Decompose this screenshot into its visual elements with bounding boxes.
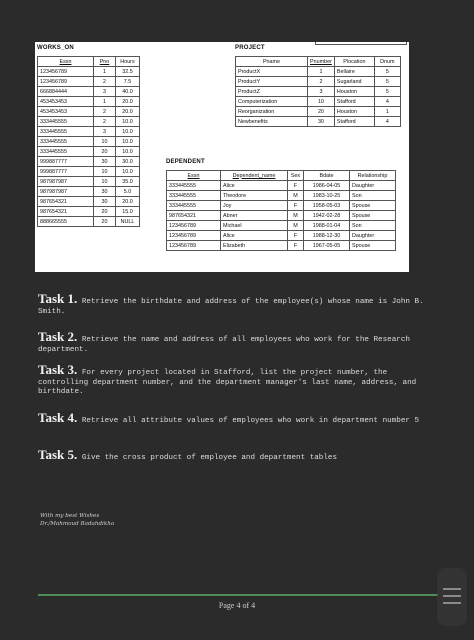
project-table: [235, 56, 401, 127]
table-cell: 123456789: [167, 221, 221, 231]
table-cell: 32.5: [116, 67, 140, 77]
table-row: [167, 221, 396, 231]
works-on-table: [37, 56, 140, 227]
table-cell: 3: [94, 127, 116, 137]
task-1: [38, 291, 438, 317]
schema-tables-image: [35, 42, 409, 272]
table-cell: 3: [308, 87, 335, 97]
table-cell: 987987987: [38, 177, 94, 187]
table-cell: 10.0: [116, 147, 140, 157]
table-cell: Newbenefits: [236, 117, 308, 127]
table-cell: Daughter: [350, 181, 396, 191]
table-cell: 999887777: [38, 157, 94, 167]
page-number: Page 4 of 4: [218, 601, 256, 610]
dependent-header-cell: Dependent_name: [221, 171, 288, 181]
task-text: For every project located in Stafford, list the project number, the controlling department number, and the department manager's last name, address, and birthdate.: [38, 369, 417, 397]
footer-divider: [38, 594, 438, 596]
table-row: [167, 241, 396, 251]
table-cell: 20: [94, 207, 116, 217]
table-cell: ProductX: [236, 67, 308, 77]
table-cell: 30: [94, 157, 116, 167]
table-cell: 333445555: [167, 191, 221, 201]
table-cell: 987987987: [38, 187, 94, 197]
table-cell: 1942-02-28: [304, 211, 350, 221]
dependent-header-cell: Essn: [167, 171, 221, 181]
table-cell: 1: [94, 97, 116, 107]
table-cell: 5: [374, 67, 400, 77]
table-cell: 7.5: [116, 77, 140, 87]
table-cell: M: [288, 221, 304, 231]
menu-button[interactable]: [437, 568, 467, 626]
task-2: [38, 329, 438, 355]
menu-icon-bar: [443, 588, 461, 590]
table-row: [38, 117, 140, 127]
table-cell: 1: [94, 67, 116, 77]
table-cell: 10: [94, 177, 116, 187]
task-label: Task 5.: [38, 447, 78, 462]
table-cell: 20: [308, 107, 335, 117]
table-cell: 453453453: [38, 97, 94, 107]
project-header-cell: Pname: [236, 57, 308, 67]
table-cell: ProductY: [236, 77, 308, 87]
project-header-cell: Plocation: [334, 57, 374, 67]
task-text: Retrieve the name and address of all employees who work for the Research department.: [38, 336, 410, 354]
table-cell: 666884444: [38, 87, 94, 97]
table-cell: 2: [308, 77, 335, 87]
signature-line-1: With my best Wishes: [40, 513, 100, 519]
table-cell: 5: [374, 87, 400, 97]
task-label: Task 4.: [38, 410, 78, 425]
table-row: [167, 231, 396, 241]
table-row: [38, 197, 140, 207]
table-cell: Elizabeth: [221, 241, 288, 251]
table-cell: 30: [94, 197, 116, 207]
table-row: [167, 201, 396, 211]
table-row: [167, 191, 396, 201]
signature: [40, 512, 114, 528]
signature-line-2: Dr./Mahmoud Badahdikha: [40, 521, 115, 527]
table-cell: 20.0: [116, 107, 140, 117]
task-text: Retrieve the birthdate and address of the employee(s) whose name is John B. Smith.: [38, 298, 424, 316]
works_on-header-cell: Essn: [38, 57, 94, 67]
table-cell: Alice: [221, 181, 288, 191]
table-cell: 10.0: [116, 137, 140, 147]
table-cell: 333445555: [38, 127, 94, 137]
menu-icon-bar: [443, 595, 461, 597]
table-cell: Houston: [334, 107, 374, 117]
table-row: [236, 87, 401, 97]
table-cell: 333445555: [167, 201, 221, 211]
table-row: [38, 137, 140, 147]
table-cell: 999887777: [38, 167, 94, 177]
table-cell: 10: [308, 97, 335, 107]
project-header-cell: Pnumber: [308, 57, 335, 67]
table-row: [38, 97, 140, 107]
table-cell: 1983-10-25: [304, 191, 350, 201]
table-cell: 10: [94, 137, 116, 147]
table-cell: 2: [94, 107, 116, 117]
table-row: [38, 157, 140, 167]
table-cell: Michael: [221, 221, 288, 231]
table-cell: 20.0: [116, 97, 140, 107]
table-row: [38, 187, 140, 197]
table-cell: 10.0: [116, 127, 140, 137]
table-cell: 30: [308, 117, 335, 127]
project-title: PROJECT: [235, 45, 265, 51]
project-header-cell: Dnum: [374, 57, 400, 67]
table-cell: 20.0: [116, 197, 140, 207]
table-row: [38, 67, 140, 77]
table-cell: Houston: [334, 87, 374, 97]
table-cell: 10.0: [116, 167, 140, 177]
table-cell: 35.0: [116, 177, 140, 187]
dependent-title: DEPENDENT: [166, 159, 205, 165]
menu-icon-bar: [443, 602, 461, 604]
table-cell: 1967-05-05: [304, 241, 350, 251]
table-row: [236, 77, 401, 87]
table-cell: Stafford: [334, 97, 374, 107]
table-cell: F: [288, 201, 304, 211]
table-cell: 5.0: [116, 187, 140, 197]
table-cell: 987654321: [167, 211, 221, 221]
table-cell: 10.0: [116, 117, 140, 127]
table-cell: Spouse: [350, 211, 396, 221]
table-row: [167, 181, 396, 191]
dependent-header-cell: Sex: [288, 171, 304, 181]
works_on-header-cell: Pno: [94, 57, 116, 67]
table-cell: 987654321: [38, 197, 94, 207]
table-cell: Son: [350, 221, 396, 231]
table-cell: 123456789: [167, 241, 221, 251]
table-cell: 1: [308, 67, 335, 77]
table-row: [38, 77, 140, 87]
table-cell: 888665555: [38, 217, 94, 227]
table-cell: Theodore: [221, 191, 288, 201]
table-row: [38, 207, 140, 217]
table-cell: Alice: [221, 231, 288, 241]
table-cell: 4: [374, 97, 400, 107]
table-cell: 1: [374, 107, 400, 117]
table-cell: 453453453: [38, 107, 94, 117]
table-row: [38, 107, 140, 117]
table-row: [236, 67, 401, 77]
table-cell: Computerization: [236, 97, 308, 107]
dependent-header-cell: Bdate: [304, 171, 350, 181]
table-cell: 1958-05-03: [304, 201, 350, 211]
table-row: [236, 97, 401, 107]
task-label: Task 3.: [38, 362, 78, 377]
table-row: [38, 177, 140, 187]
table-cell: 5: [374, 77, 400, 87]
table-cell: 20: [94, 217, 116, 227]
table-row: [38, 167, 140, 177]
table-cell: F: [288, 181, 304, 191]
table-cell: 3: [94, 87, 116, 97]
table-row: [38, 87, 140, 97]
table-cell: M: [288, 191, 304, 201]
table-cell: 40.0: [116, 87, 140, 97]
table-cell: Stafford: [334, 117, 374, 127]
table-cell: 15.0: [116, 207, 140, 217]
works-on-title: WORKS_ON: [37, 45, 74, 51]
task-3: [38, 362, 438, 398]
table-row: [236, 107, 401, 117]
table-cell: 2: [94, 117, 116, 127]
table-cell: 1988-01-04: [304, 221, 350, 231]
table-cell: M: [288, 211, 304, 221]
table-row: [236, 117, 401, 127]
table-cell: 20: [94, 147, 116, 157]
table-cell: F: [288, 231, 304, 241]
table-cell: NULL: [116, 217, 140, 227]
dependent-table: [166, 170, 396, 251]
table-cell: 123456789: [167, 231, 221, 241]
table-cell: 123456789: [38, 67, 94, 77]
table-cell: Daughter: [350, 231, 396, 241]
table-cell: Son: [350, 191, 396, 201]
table-cell: 10: [94, 167, 116, 177]
table-cell: Bellaire: [334, 67, 374, 77]
table-cell: Sugarland: [334, 77, 374, 87]
table-cell: Spouse: [350, 241, 396, 251]
table-cell: 30: [94, 187, 116, 197]
table-row: [167, 211, 396, 221]
table-cell: 333445555: [167, 181, 221, 191]
works_on-header-cell: Hours: [116, 57, 140, 67]
table-cell: 123456789: [38, 77, 94, 87]
table-row: [38, 217, 140, 227]
table-row: [38, 127, 140, 137]
table-cell: 30.0: [116, 157, 140, 167]
task-text: Give the cross product of employee and department tables: [81, 454, 338, 462]
task-text: Retrieve all attribute values of employees who work in department number 5: [81, 417, 420, 425]
table-cell: Abner: [221, 211, 288, 221]
dependent-header-cell: Relationship: [350, 171, 396, 181]
table-cell: 2: [94, 77, 116, 87]
table-cell: 333445555: [38, 117, 94, 127]
table-cell: 1986-04-05: [304, 181, 350, 191]
table-cell: 1988-12-30: [304, 231, 350, 241]
table-cell: 333445555: [38, 147, 94, 157]
table-cell: 987654321: [38, 207, 94, 217]
table-cell: 4: [374, 117, 400, 127]
table-cell: 333445555: [38, 137, 94, 147]
table-cell: Joy: [221, 201, 288, 211]
task-4: [38, 410, 438, 427]
table-cell: F: [288, 241, 304, 251]
task-5: [38, 447, 438, 464]
table-row: [38, 147, 140, 157]
task-label: Task 2.: [38, 329, 78, 344]
table-frame-line: [315, 42, 407, 45]
table-cell: Reorganization: [236, 107, 308, 117]
task-label: Task 1.: [38, 291, 78, 306]
table-cell: ProductZ: [236, 87, 308, 97]
table-cell: Spouse: [350, 201, 396, 211]
